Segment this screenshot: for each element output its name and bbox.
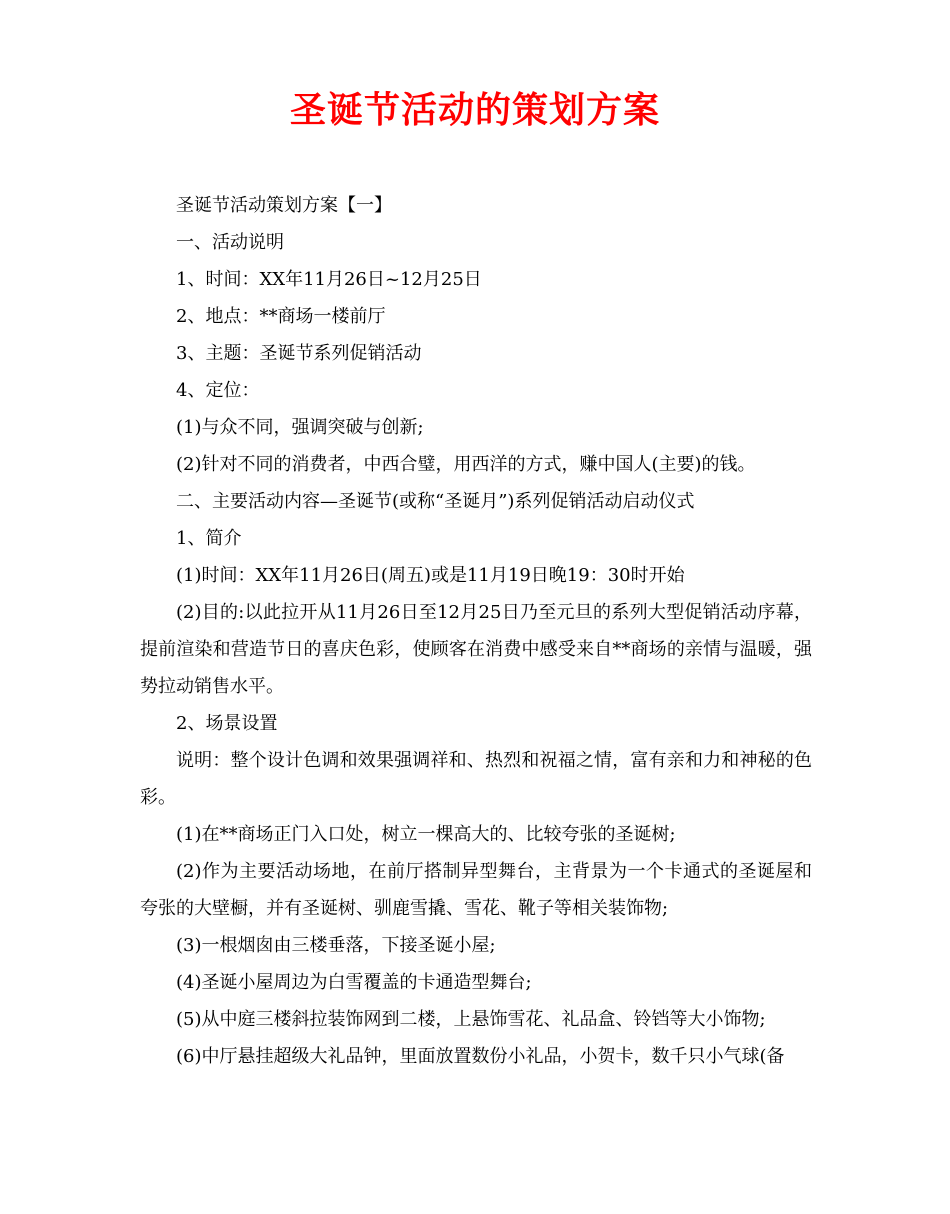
paragraph-scene-description: 说明：整个设计色调和效果强调祥和、热烈和祝福之情，富有亲和力和神秘的色彩。 (140, 750, 812, 808)
paragraph-scene-item-1: (1)在**商场正门入口处，树立一棵高大的、比较夸张的圣诞树; (176, 824, 676, 845)
paragraph-intro-purpose: (2)目的:以此拉开从11月26日至12月25日乃至元旦的系列大型促销活动序幕，提前渲染和营造节日的喜庆色彩，使顾客在消费中感受来自**商场的亲情与温暖，强势拉动销售水平。 (140, 602, 812, 697)
paragraph-time: 1、时间：XX年11月26日~12月25日 (176, 269, 482, 290)
paragraph-scene-item-6: (6)中厅悬挂超级大礼品钟，里面放置数份小礼品，小贺卡，数千只小气球(备 (176, 1046, 785, 1067)
paragraph-scene-item-3: (3)一根烟囱由三楼垂落，下接圣诞小屋; (176, 935, 496, 956)
paragraph-section-activity-description: 一、活动说明 (176, 232, 284, 253)
paragraph-introduction: 1、简介 (176, 528, 242, 549)
paragraph-section-main-content: 二、主要活动内容—圣诞节(或称“圣诞月”)系列促销活动启动仪式 (176, 491, 695, 512)
document-title: 圣诞节活动的策划方案 (289, 89, 660, 131)
paragraph-positioning-item-2: (2)针对不同的消费者，中西合璧，用西洋的方式，赚中国人(主要)的钱。 (176, 454, 756, 475)
paragraph-scene-item-4: (4)圣诞小屋周边为白雪覆盖的卡通造型舞台; (176, 972, 532, 993)
document-body (140, 187, 812, 1075)
paragraph-scene-setup: 2、场景设置 (176, 713, 278, 734)
paragraph-intro-time: (1)时间：XX年11月26日(周五)或是11月19日晚19：30时开始 (176, 565, 685, 586)
paragraph-scene-item-5: (5)从中庭三楼斜拉装饰网到二楼，上悬饰雪花、礼品盒、铃铛等大小饰物; (176, 1009, 766, 1030)
paragraph-heading-plan-one: 圣诞节活动策划方案【一】 (176, 195, 392, 216)
paragraph-location: 2、地点：**商场一楼前厅 (176, 306, 386, 327)
paragraph-positioning-item-1: (1)与众不同，强调突破与创新; (176, 417, 424, 438)
paragraph-scene-item-2: (2)作为主要活动场地，在前厅搭制异型舞台，主背景为一个卡通式的圣诞屋和夸张的大壁橱，并有圣诞树、驯鹿雪撬、雪花、靴子等相关装饰物; (140, 861, 812, 919)
paragraph-theme: 3、主题：圣诞节系列促销活动 (176, 343, 422, 364)
paragraph-positioning: 4、定位： (176, 380, 260, 401)
